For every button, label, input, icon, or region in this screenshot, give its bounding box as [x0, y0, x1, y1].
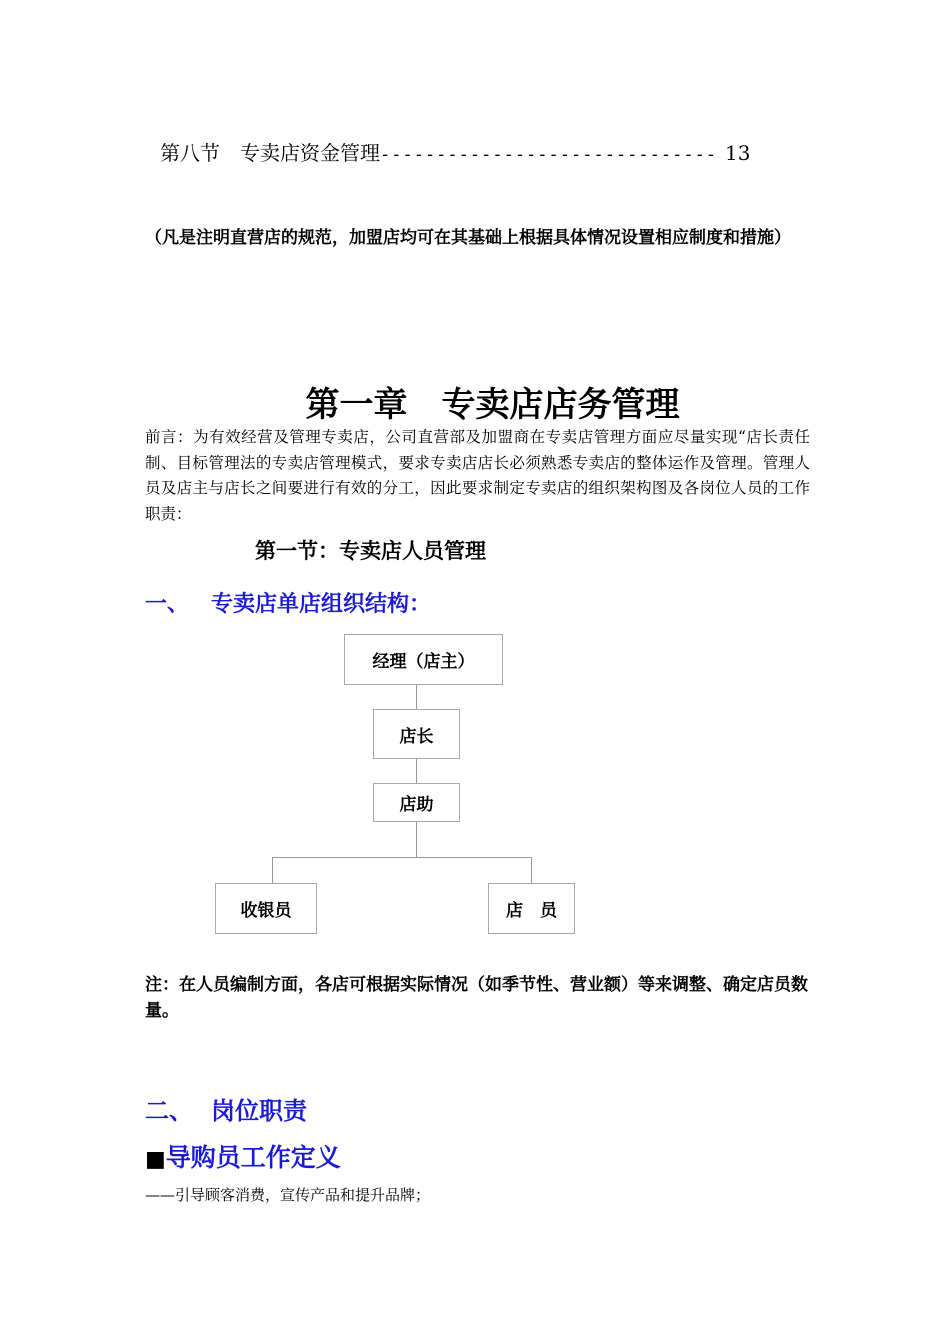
- org-box-clerk: 店 员: [488, 883, 575, 934]
- toc-page-number: 13: [725, 141, 751, 165]
- org-connector: [416, 758, 417, 783]
- org-connector: [416, 684, 417, 709]
- heading-duties: [145, 1091, 307, 1126]
- org-box-assistant: 店助: [373, 783, 460, 822]
- definition-heading: [145, 1138, 341, 1174]
- org-box-store-manager: 店长: [373, 709, 460, 759]
- org-connector: [272, 857, 532, 858]
- heading-text: 专卖店单店组织结构：: [211, 592, 432, 617]
- org-box-manager: 经理（店主）: [344, 634, 503, 685]
- toc-label: 第八节 专卖店资金管理: [160, 141, 380, 165]
- square-bullet-icon: ■: [145, 1147, 166, 1172]
- definition-body: ——引导顾客消费，宣传产品和提升品牌；: [145, 1186, 431, 1204]
- heading-org-structure: [145, 587, 431, 618]
- remark-note: （凡是注明直营店的规范，加盟店均可在其基础上根据具体情况设置相应制度和措施）: [145, 228, 791, 248]
- section-title: 第一节：专卖店人员管理: [255, 539, 486, 563]
- org-connector: [531, 857, 532, 883]
- definition-title: 导购员工作定义: [165, 1143, 341, 1172]
- heading-number: 二、: [145, 1097, 193, 1125]
- toc-entry: [160, 137, 751, 166]
- heading-text: 岗位职责: [211, 1097, 307, 1125]
- heading-number: 一、: [145, 592, 190, 617]
- staff-note: 注：在人员编制方面，各店可根据实际情况（如季节性、营业额）等来调整、确定店员数量。: [145, 975, 808, 1021]
- toc-dashes: ------------------------------: [380, 145, 718, 165]
- org-connector: [416, 821, 417, 857]
- org-box-cashier: 收银员: [215, 883, 317, 934]
- org-connector: [272, 857, 273, 883]
- intro-paragraph: 前言：为有效经营及管理专卖店，公司直营部及加盟商在专卖店管理方面应尽量实现“店长责任制、目标管理法的专卖店管理模式，要求专卖店店长必须熟悉专卖店的整体运作及管理。管理人员及店主与店长之间要进行有效的分工，因此要求制定专卖店的组织架构图及各岗位人员的工作职责：: [145, 428, 810, 523]
- chapter-title: 第一章 专卖店店务管理: [305, 385, 680, 425]
